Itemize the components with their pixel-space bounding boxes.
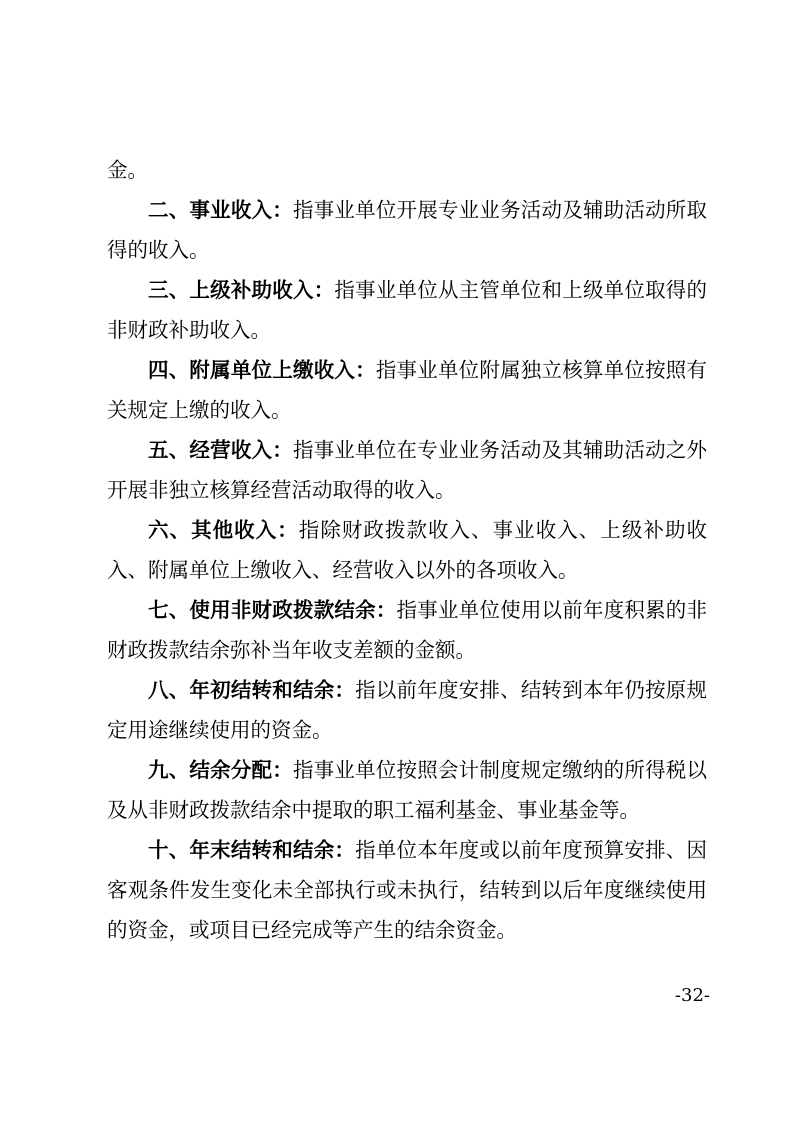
- paragraph-text: 金。: [107, 158, 148, 182]
- paragraph-text: 指事业单位附属独立核算单位按照有关规定上缴的收入。: [107, 358, 708, 422]
- paragraph-text: 指事业单位开展专业业务活动及辅助活动所取得的收入。: [107, 198, 708, 262]
- term-heading: 九、结余分配：: [148, 758, 293, 782]
- page-number: -32-: [674, 985, 710, 1006]
- paragraph-continuation: [107, 150, 707, 190]
- term-heading: 六、其他收入：: [148, 518, 299, 542]
- paragraph-operating-income: [107, 430, 707, 510]
- paragraph-non-fiscal-balance-use: [107, 590, 707, 670]
- term-heading: 二、事业收入：: [148, 198, 293, 222]
- paragraph-text: 指事业单位按照会计制度规定缴纳的所得税以及从非财政拨款结余中提取的职工福利基金、事业基金等。: [107, 758, 708, 822]
- paragraph-text: 指事业单位从主管单位和上级单位取得的非财政补助收入。: [107, 278, 708, 342]
- term-heading: 八、年初结转和结余：: [148, 678, 356, 702]
- paragraph-text: 指以前年度安排、结转到本年仍按原规定用途继续使用的资金。: [107, 678, 708, 742]
- term-heading: 五、经营收入：: [148, 438, 293, 462]
- paragraph-subordinate-unit-income: [107, 350, 707, 430]
- paragraph-text: 指除财政拨款收入、事业收入、上级补助收入、附属单位上缴收入、经营收入以外的各项收入。: [107, 518, 708, 582]
- term-heading: 七、使用非财政拨款结余：: [148, 598, 397, 622]
- paragraph-other-income: [107, 510, 707, 590]
- term-heading: 四、附属单位上缴收入：: [148, 358, 376, 382]
- paragraph-closing-carryover: [107, 830, 707, 950]
- paragraph-balance-distribution: [107, 750, 707, 830]
- paragraph-text: 指事业单位使用以前年度积累的非财政拨款结余弥补当年收支差额的金额。: [107, 598, 708, 662]
- paragraph-opening-carryover: [107, 670, 707, 750]
- paragraph-superior-subsidy-income: [107, 270, 707, 350]
- paragraph-text: 指事业单位在专业业务活动及其辅助活动之外开展非独立核算经营活动取得的收入。: [107, 438, 708, 502]
- paragraph-text: 指单位本年度或以前年度预算安排、因客观条件发生变化未全部执行或未执行，结转到以后年度继续使用的资金，或项目已经完成等产生的结余资金。: [107, 838, 708, 942]
- term-heading: 三、上级补助收入：: [148, 278, 335, 302]
- paragraph-career-income: [107, 190, 707, 270]
- document-body: [107, 150, 707, 950]
- term-heading: 十、年末结转和结余：: [148, 838, 356, 862]
